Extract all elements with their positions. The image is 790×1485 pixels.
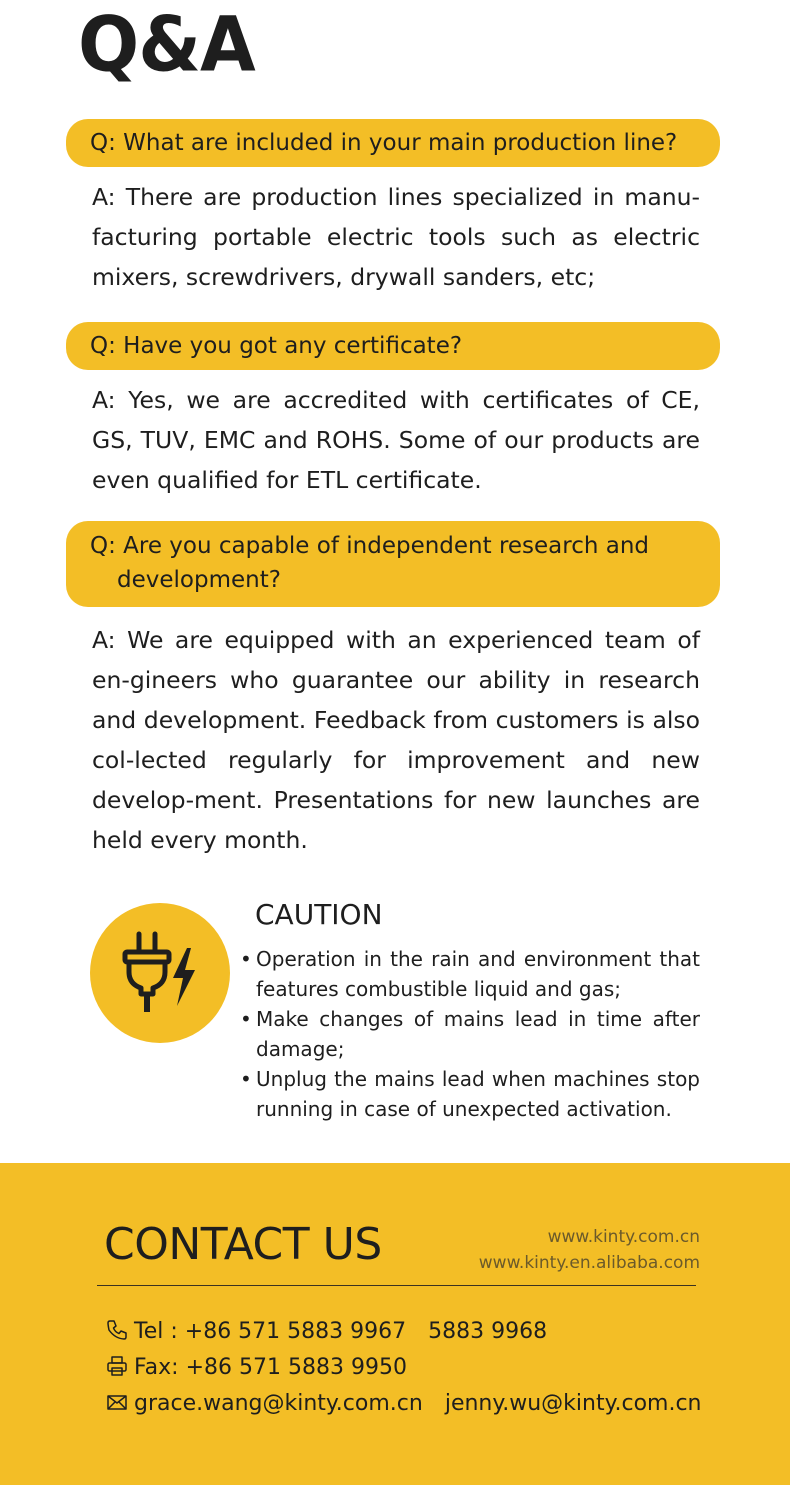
divider [97, 1285, 696, 1286]
plug-lightning-icon [115, 928, 205, 1018]
fax-label: Fax: [134, 1355, 179, 1380]
tel-label: Tel : [134, 1319, 178, 1344]
email-line [106, 1391, 702, 1416]
contact-title: CONTACT US [104, 1219, 382, 1270]
answer-text: A: We are equipped with an experienced team of en-gineers who guarantee our ability in research and development. Feedback from customers is also col-lected regularly for improvement and new develop-ment. Presentations for new launches are held every month. [92, 626, 700, 854]
contact-section [0, 1163, 790, 1485]
fax-number: +86 571 5883 9950 [185, 1355, 407, 1380]
fax-line [106, 1355, 407, 1380]
website-list [479, 1224, 700, 1276]
caution-item: • Make changes of mains lead in time after damage; [240, 1004, 700, 1064]
question-text: Q: Have you got any certificate? [90, 333, 463, 359]
tel-number[interactable]: 5883 9968 [428, 1319, 548, 1344]
caution-item: • Unplug the mains lead when machines stop running in case of unexpected activation. [240, 1064, 700, 1124]
envelope-icon [106, 1391, 128, 1413]
email-link[interactable]: jenny.wu@kinty.com.cn [444, 1391, 702, 1416]
question-banner [66, 322, 720, 370]
caution-badge [90, 903, 230, 1043]
answer-text: A: Yes, we are accredited with certificates of CE, GS, TUV, EMC and ROHS. Some of our products are even qualified for ETL certificate. [92, 386, 700, 494]
page-title: Q&A [78, 0, 255, 89]
caution-list [240, 944, 700, 1124]
printer-icon [106, 1355, 128, 1377]
answer-text: A: There are production lines specialized in manu-facturing portable electric tools such as electric mixers, screwdrivers, drywall sanders, etc; [92, 183, 700, 291]
question-banner [66, 521, 720, 607]
caution-item: • Operation in the rain and environment that features combustible liquid and gas; [240, 944, 700, 1004]
question-text: Q: What are included in your main production line? [90, 130, 678, 156]
phone-icon [106, 1319, 128, 1341]
phone-line [106, 1319, 547, 1344]
website-link[interactable]: www.kinty.en.alibaba.com [478, 1253, 700, 1273]
tel-number[interactable]: +86 571 5883 9967 [184, 1319, 407, 1344]
website-link[interactable]: www.kinty.com.cn [547, 1227, 700, 1247]
email-link[interactable]: grace.wang@kinty.com.cn [134, 1391, 423, 1416]
question-banner [66, 119, 720, 167]
caution-title: CAUTION [255, 898, 383, 931]
question-text: Q: Are you capable of independent research and development? [90, 533, 650, 593]
